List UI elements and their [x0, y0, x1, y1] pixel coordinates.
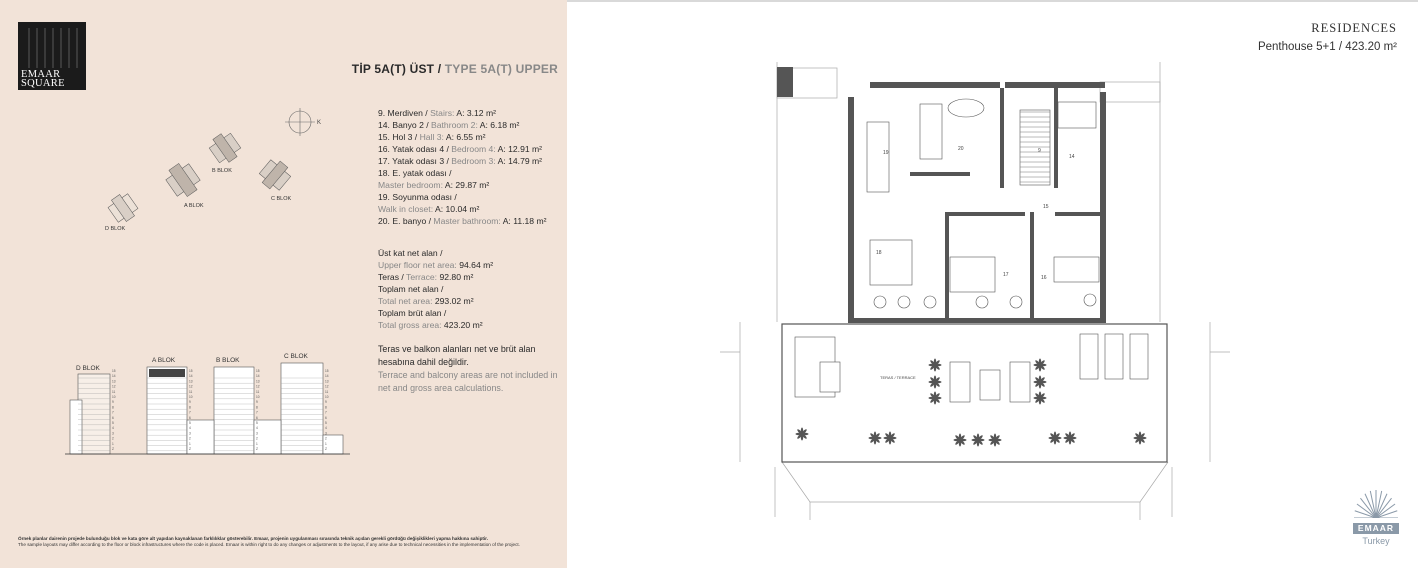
floor-number-label: 11 — [189, 389, 193, 394]
room-area-value: A: 6.55 m² — [445, 132, 486, 142]
type-title-en: TYPE 5A(T) UPPER — [444, 62, 558, 76]
floor-number-label: 8 — [325, 405, 327, 410]
floor-number-label: 11 — [256, 389, 260, 394]
plant-icon — [1034, 359, 1047, 372]
svg-text:A BLOK: A BLOK — [184, 203, 204, 209]
emaar-sunburst-icon — [1353, 488, 1399, 518]
floor-number-label: 9 — [325, 400, 327, 405]
floor-number-label: 6 — [256, 415, 258, 420]
plant-icon — [869, 432, 882, 445]
unit-subtitle: Penthouse 5+1 / 423.20 m² — [1257, 41, 1397, 53]
svg-text:14: 14 — [1069, 154, 1075, 160]
room-row — [378, 131, 563, 143]
floor-number-label: 4 — [189, 426, 191, 431]
floor-number-label: 15 — [189, 369, 193, 373]
total-area-value: 293.02 m² — [434, 296, 474, 306]
floor-number-label: 10 — [189, 395, 193, 399]
plant-icon — [1034, 392, 1047, 405]
d-blok-footprint — [106, 190, 141, 225]
room-label-tr: 19. Soyunma odası / — [378, 192, 457, 202]
room-row — [378, 203, 563, 215]
total-label-tr: Toplam brüt alan / — [378, 308, 447, 318]
floor-number-label: 9 — [112, 400, 114, 405]
room-area-value: A: 14.79 m² — [497, 156, 543, 166]
floor-number-label: 3 — [112, 431, 114, 436]
total-area-value: 94.64 m² — [459, 260, 494, 270]
floor-number-label: 10 — [112, 395, 116, 399]
plant-icon — [972, 434, 985, 447]
total-label-en: Total net area: — [378, 296, 435, 306]
room-label-en: Master bathroom: — [433, 216, 503, 226]
floor-number-label: 12 — [325, 384, 329, 389]
room-label-tr: 14. Banyo 2 / — [378, 120, 432, 130]
floor-number-label: 6 — [189, 415, 191, 420]
room-label-en: Hall 3: — [419, 132, 446, 142]
emaar-logo-country: Turkey — [1362, 536, 1390, 546]
room-label-en: Stairs: — [430, 108, 457, 118]
floor-number-label: 2 — [112, 436, 114, 441]
room-area-value: A: 11.18 m² — [502, 216, 547, 226]
north-compass-icon — [285, 108, 321, 136]
svg-text:B BLOK: B BLOK — [216, 357, 240, 364]
room-area-value: A: 12.91 m² — [497, 144, 543, 154]
emaar-turkey-logo — [1352, 488, 1400, 546]
floor-number-label: 9 — [256, 400, 258, 405]
plant-icon — [884, 432, 897, 445]
svg-text:B BLOK: B BLOK — [212, 168, 232, 174]
emaar-logo-name: EMAAR — [1353, 523, 1399, 534]
note-tr: Teras ve balkon alanları net ve brüt alan hesabına dahil değildir. — [378, 344, 536, 367]
plant-icon — [929, 376, 942, 389]
room-area-value: A: 6.18 m² — [479, 120, 520, 130]
emaar-square-logo — [18, 22, 86, 90]
floor-number-label: 5 — [256, 421, 258, 425]
type-title-tr: TİP 5A(T) ÜST / — [351, 62, 445, 76]
floor-number-label: 7 — [325, 410, 327, 415]
note-en: Terrace and balcony areas are not included in net and gross area calculations. — [378, 370, 558, 393]
floor-number-label: 15 — [112, 369, 116, 373]
total-label-tr: Üst kat net alan / — [378, 248, 443, 258]
plant-icon — [1034, 376, 1047, 389]
disclaimer-en: The sample layouts may differ according to the floor or block infrastructures where the code is placed. Emaar is within right to do any changes or adjustments to the layout, if any arise due to technical necessities in the implementation of the project. — [18, 542, 520, 547]
floor-number-label: 14 — [189, 374, 193, 379]
floor-number-label: 10 — [325, 395, 329, 399]
svg-text:20: 20 — [958, 146, 964, 152]
site-plan — [85, 100, 340, 240]
section-title: RESIDENCES — [1311, 21, 1397, 35]
area-list — [378, 107, 563, 395]
floor-number-label: 7 — [112, 410, 114, 415]
floor-number-label: 2 — [189, 436, 191, 441]
floor-number-label: 2 — [256, 436, 258, 441]
room-label-tr: 18. E. yatak odası / — [378, 168, 452, 178]
room-label-tr: 9. Merdiven / — [378, 108, 431, 118]
room-areas — [378, 107, 563, 227]
svg-text:A BLOK: A BLOK — [152, 357, 176, 364]
disclaimer-tr: Örnek planlar dairenin projede bulunduğu blok ve kata göre alt yapıdan kaynaklanan farklılıklar gösterebilir. Emaar, projenin uygulanması sırasında teknik açıdan gerekli gördüğü değişiklikleri yapma hakkına sahiptir. — [18, 536, 488, 541]
floor-number-label: 8 — [189, 405, 191, 410]
total-label-tr: Teras / — [378, 272, 407, 282]
plant-icon — [796, 428, 809, 441]
svg-text:15: 15 — [1043, 204, 1049, 210]
total-row — [378, 307, 563, 319]
svg-text:16: 16 — [1041, 275, 1047, 281]
floor-number-label: 2 — [325, 436, 327, 441]
room-row — [378, 191, 563, 203]
floor-number-label: 14 — [325, 374, 329, 379]
svg-text:D BLOK: D BLOK — [76, 365, 100, 372]
floor-number-label: 1 — [112, 441, 114, 446]
total-row — [378, 283, 563, 295]
room-row — [378, 179, 563, 191]
floor-number-label: 11 — [325, 389, 329, 394]
plant-icon — [929, 359, 942, 372]
total-row — [378, 295, 563, 307]
svg-text:TERAS / TERRACE: TERAS / TERRACE — [880, 375, 916, 380]
floor-number-label: 13 — [112, 379, 116, 384]
room-area-value: A: 29.87 m² — [444, 180, 490, 190]
total-row — [378, 271, 563, 283]
floor-number-label: Z — [112, 447, 114, 451]
room-row — [378, 107, 563, 119]
total-row — [378, 259, 563, 271]
room-label-tr: 20. E. banyo / — [378, 216, 434, 226]
c-blok-footprint — [256, 156, 294, 194]
floor-number-label: 9 — [189, 400, 191, 405]
room-row — [378, 215, 563, 227]
room-label-tr: 17. Yatak odası 3 / — [378, 156, 452, 166]
b-blok-footprint — [206, 129, 243, 167]
room-label-en: Bedroom 3: — [451, 156, 498, 166]
floor-number-label: 8 — [256, 405, 258, 410]
floor-number-label: 13 — [189, 379, 193, 384]
total-row — [378, 319, 563, 331]
floor-number-label: 15 — [256, 369, 260, 373]
total-area-value: 423.20 m² — [443, 320, 483, 330]
floor-number-label: 13 — [256, 379, 260, 384]
svg-text:D BLOK: D BLOK — [105, 226, 126, 232]
floor-number-label: 15 — [325, 369, 329, 373]
room-row — [378, 143, 563, 155]
svg-text:C BLOK: C BLOK — [284, 353, 308, 360]
room-row — [378, 155, 563, 167]
floor-number-label: 5 — [189, 421, 191, 425]
room-label-en: Walk in closet: — [378, 204, 435, 214]
floor-number-label: 8 — [112, 405, 114, 410]
svg-text:C BLOK: C BLOK — [271, 196, 292, 202]
elevation-drawing — [60, 350, 360, 460]
svg-text:17: 17 — [1003, 272, 1009, 278]
floor-number-label: 7 — [189, 410, 191, 415]
plant-icon — [1134, 432, 1147, 445]
plant-icon — [1064, 432, 1077, 445]
floor-number-label: 14 — [112, 374, 116, 379]
area-note — [378, 343, 563, 395]
a-blok-footprint — [162, 159, 203, 201]
floor-number-label: 10 — [256, 395, 260, 399]
total-label-en: Terrace: — [406, 272, 440, 282]
type-title — [352, 62, 558, 76]
floor-number-label: 1 — [256, 441, 258, 446]
floor-number-label: Z — [256, 447, 258, 451]
floor-number-label: 12 — [112, 384, 116, 389]
svg-text:18: 18 — [876, 250, 882, 256]
total-row — [378, 247, 563, 259]
room-label-tr: 15. Hol 3 / — [378, 132, 420, 142]
room-area-value: A: 10.04 m² — [435, 204, 480, 214]
svg-text:19: 19 — [883, 150, 889, 156]
room-row — [378, 167, 563, 179]
floor-number-label: 3 — [189, 431, 191, 436]
room-row — [378, 119, 563, 131]
room-label-tr: 16. Yatak odası 4 / — [378, 144, 452, 154]
svg-text:9: 9 — [1038, 148, 1041, 154]
floor-number-label: 4 — [325, 426, 327, 431]
floor-number-label: 1 — [325, 441, 327, 446]
disclaimer — [18, 536, 558, 548]
floor-number-label: 11 — [112, 389, 116, 394]
plant-icon — [1049, 432, 1062, 445]
room-label-en: Bedroom 4: — [451, 144, 498, 154]
svg-text:K: K — [317, 120, 322, 126]
floor-number-label: 5 — [112, 421, 114, 425]
plant-icon — [929, 392, 942, 405]
total-label-en: Total gross area: — [378, 320, 444, 330]
floor-plan — [720, 62, 1230, 522]
floor-number-label: 4 — [256, 426, 258, 431]
floor-number-label: Z — [325, 447, 327, 451]
total-label-tr: Toplam net alan / — [378, 284, 444, 294]
floor-number-label: 6 — [112, 415, 114, 420]
plant-icon — [989, 434, 1002, 447]
room-label-en: Master bedroom: — [378, 180, 445, 190]
floor-number-label: 1 — [189, 441, 191, 446]
floor-number-label: 3 — [256, 431, 258, 436]
logo-text-line1: EMAAR — [21, 69, 61, 80]
plant-icon — [954, 434, 967, 447]
floor-number-label: 5 — [325, 421, 327, 425]
floor-number-label: 4 — [112, 426, 114, 431]
total-label-en: Upper floor net area: — [378, 260, 460, 270]
floor-number-label: 3 — [325, 431, 327, 436]
room-label-en: Bathroom 2: — [431, 120, 480, 130]
floor-number-label: 14 — [256, 374, 260, 379]
logo-text-line2: SQUARE — [21, 78, 65, 89]
total-area-value: 92.80 m² — [439, 272, 474, 282]
floor-number-label: Z — [189, 447, 191, 451]
floor-number-label: 12 — [189, 384, 193, 389]
floor-number-label: 6 — [325, 415, 327, 420]
room-area-value: A: 3.12 m² — [456, 108, 496, 118]
total-areas — [378, 247, 563, 331]
floor-number-label: 7 — [256, 410, 258, 415]
info-panel — [0, 0, 567, 568]
floor-number-label: 12 — [256, 384, 260, 389]
floor-number-label: 13 — [325, 379, 329, 384]
